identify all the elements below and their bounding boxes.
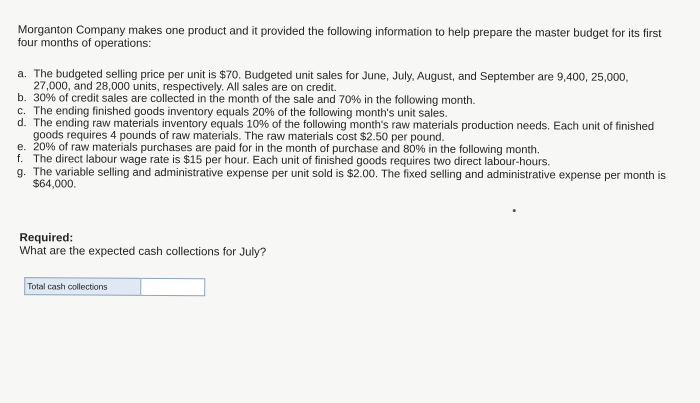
item-text: The direct labour wage rate is $15 per hour. Each unit of finished goods requires two direct labour-hours.	[32, 153, 551, 169]
item-letter: a.	[17, 68, 27, 81]
item-letter: b.	[17, 92, 27, 105]
total-cash-collections-input[interactable]	[140, 278, 205, 296]
item-letter: e.	[17, 141, 27, 154]
item-text: 20% of raw materials purchases are paid for in the month of purchase and 80% in the following month.	[33, 141, 540, 157]
stray-dot	[513, 209, 516, 212]
total-cash-collections-label: Total cash collections	[24, 277, 140, 296]
assumptions-list	[17, 68, 668, 194]
problem-intro: Morganton Company makes one product and it provided the following information to help prepare the master budget for its first four months of operations:	[17, 24, 662, 50]
item-text: The variable selling and administrative expense per unit sold is $2.00. The fixed selling and administrative expense per month is $64,000.	[32, 165, 666, 191]
required-label: Required:	[19, 232, 74, 245]
item-letter: d.	[17, 116, 27, 129]
list-item	[17, 166, 667, 194]
item-text: 30% of credit sales are collected in the month of the sale and 70% in the following month.	[33, 92, 476, 108]
item-text: The budgeted selling price per unit is $70. Budgeted unit sales for June, July, August, and September are 9,400, 25,000, 27,000, and 28,000 units, respectively. All sales are on credit.	[33, 68, 629, 95]
item-letter: f.	[16, 153, 24, 166]
item-text: The ending raw materials inventory equals 10% of the following month's raw materials production needs. Each unit of finished goods requires 4 pounds of raw materials. The raw materials cost $2.50 per pound.	[33, 117, 655, 144]
item-letter: g.	[16, 165, 27, 178]
answer-row	[24, 277, 205, 296]
required-question: What are the expected cash collections for July?	[19, 245, 267, 259]
item-text: The ending finished goods inventory equals 20% of the following month's unit sales.	[33, 104, 448, 120]
item-letter: c.	[17, 104, 27, 117]
required-section	[19, 232, 266, 260]
